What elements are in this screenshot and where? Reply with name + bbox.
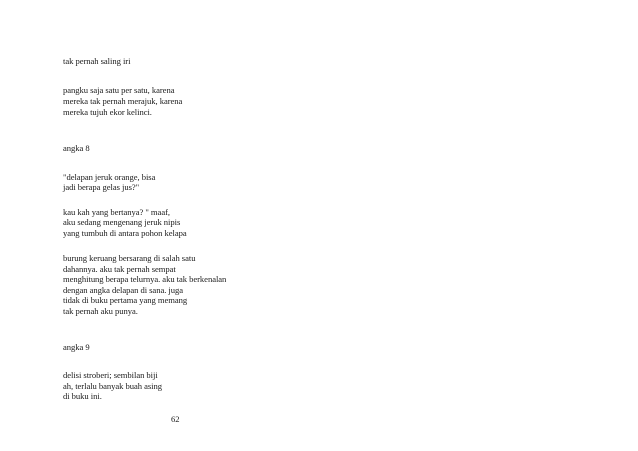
- text-line: ah, terlalu banyak buah asing: [63, 381, 163, 391]
- text-line: tak pernah saling iri: [63, 56, 131, 66]
- text-line: tak pernah aku punya.: [63, 306, 138, 316]
- page-number: 62: [171, 414, 180, 424]
- text-line: kau kah yang bertanya? " maaf,: [63, 207, 170, 217]
- text-line: burung keruang bersarang di salah satu: [63, 253, 196, 263]
- text-line: mereka tak pernah merajuk, karena: [63, 96, 183, 106]
- section-heading-angka-8: angka 8: [63, 143, 90, 153]
- text-line: pangku saja satu per satu, karena: [63, 85, 175, 95]
- text-line: di buku ini.: [63, 391, 102, 401]
- text-line: jadi berapa gelas jus?": [63, 182, 140, 192]
- text-line: delisi stroberi; sembilan biji: [63, 370, 158, 380]
- text-line: menghitung berapa telurnya. aku tak berkenalan: [63, 274, 227, 284]
- text-line: dengan angka delapan di sana. juga: [63, 285, 183, 295]
- text-line: "delapan jeruk orange, bisa: [63, 172, 156, 182]
- section-heading-angka-9: angka 9: [63, 342, 90, 352]
- text-line: dahannya. aku tak pernah sempat: [63, 264, 176, 274]
- text-line: yang tumbuh di antara pohon kelapa: [63, 228, 187, 238]
- text-line: aku sedang mengenang jeruk nipis: [63, 217, 181, 227]
- text-line: mereka tujuh ekor kelinci.: [63, 107, 152, 117]
- text-line: tidak di buku pertama yang memang: [63, 295, 188, 305]
